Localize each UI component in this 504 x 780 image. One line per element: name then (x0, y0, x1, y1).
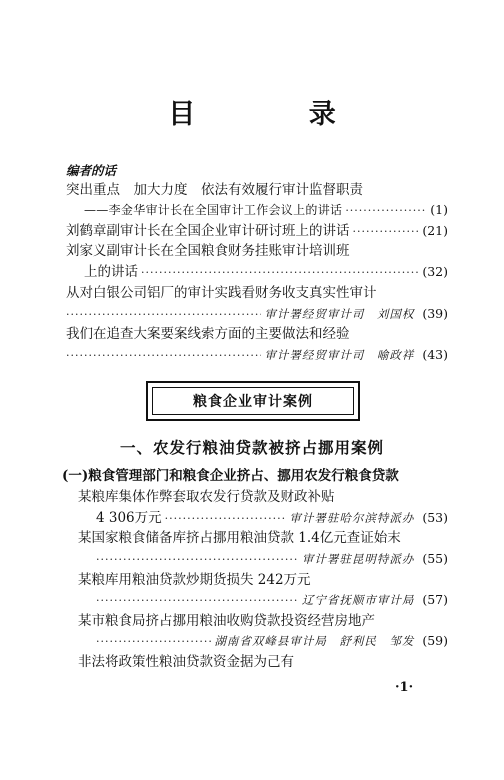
leader-dots (345, 201, 427, 221)
toc-page-number: (21) (422, 223, 448, 238)
toc-page-number: (32) (422, 264, 448, 279)
toc-entry-subtitle: ——李金华审计长在全国审计工作会议上的讲话 (84, 203, 343, 217)
toc-entry-author: 审计署驻昆明特派办 (301, 552, 415, 566)
toc-entry-title: 非法将政策性粮油贷款资金据为己有 (78, 654, 294, 670)
leader-dots (96, 550, 299, 570)
toc-entry-author: 审计署驻哈尔滨特派办 (289, 511, 415, 525)
toc-page-number: (55) (422, 551, 448, 566)
toc-entry-line (84, 200, 448, 221)
toc-page-number: (1) (430, 202, 448, 217)
subsection-heading: (一)粮食管理部门和粮食企业挤占、挪用农发行粮食贷款 (62, 468, 399, 484)
toc-entry-line (96, 549, 448, 570)
leader-dots (66, 346, 261, 366)
toc-entry-title: 某粮库用粮油贷款炒期货损失 242万元 (78, 572, 311, 588)
toc-entry-title: 突出重点 加大力度 依法有效履行审计监督职责 (66, 182, 363, 198)
leader-dots (96, 632, 211, 652)
toc-page-number: (53) (422, 510, 448, 525)
toc-page-number: (59) (422, 633, 448, 648)
toc-page-number: (57) (422, 592, 448, 607)
toc-entry-title: 我们在追查大案要案线索方面的主要做法和经验 (66, 326, 350, 342)
toc-page-number: (43) (422, 347, 448, 362)
leader-dots (66, 305, 261, 325)
toc-page-number: (39) (422, 306, 448, 321)
toc-entry-author: 湖南省双峰县审计局 舒利民 邹发 (214, 634, 415, 648)
contents-title: 目 录 (168, 99, 388, 130)
toc-entry-subtitle: 上的讲话 (84, 264, 138, 280)
toc-entry-line (96, 590, 448, 611)
toc-entry-line (66, 221, 448, 242)
page-number: ·1· (395, 680, 414, 695)
toc-entry-line (96, 508, 448, 529)
toc-entry-line (84, 262, 448, 283)
leader-dots (141, 263, 419, 283)
leader-dots (165, 509, 287, 529)
leader-dots (96, 591, 299, 611)
category-box-label: 粮食企业审计案例 (152, 387, 354, 415)
category-box (146, 381, 360, 421)
toc-entry-author: 审计署经贸审计司 刘国权 (264, 307, 415, 321)
toc-entry-author: 审计署经贸审计司 喻政祥 (264, 348, 415, 362)
toc-entry-subtitle: 4 306万元 (96, 510, 162, 526)
toc-entry-line (96, 631, 448, 652)
section-heading: 一、农发行粮油贷款被挤占挪用案例 (119, 438, 384, 457)
toc-entry-title: 刘鹤章副审计长在全国企业审计研讨班上的讲话 (66, 223, 350, 239)
toc-entry-line (66, 304, 448, 325)
editor-note-heading: 编者的话 (66, 163, 117, 178)
toc-entry-title: 某粮库集体作弊套取农发行贷款及财政补贴 (78, 489, 335, 505)
toc-entry-title: 从对白银公司铝厂的审计实践看财务收支真实性审计 (66, 285, 377, 301)
leader-dots (353, 222, 420, 242)
toc-entry-title: 刘家义副审计长在全国粮食财务挂账审计培训班 (66, 243, 350, 259)
toc-entry-title: 某国家粮食储备库挤占挪用粮油贷款 1.4亿元查证始末 (78, 530, 401, 546)
toc-entry-author: 辽宁省抚顺市审计局 (301, 593, 415, 607)
toc-entry-line (66, 345, 448, 366)
toc-entry-title: 某市粮食局挤占挪用粮油收购贷款投资经营房地产 (78, 613, 375, 629)
